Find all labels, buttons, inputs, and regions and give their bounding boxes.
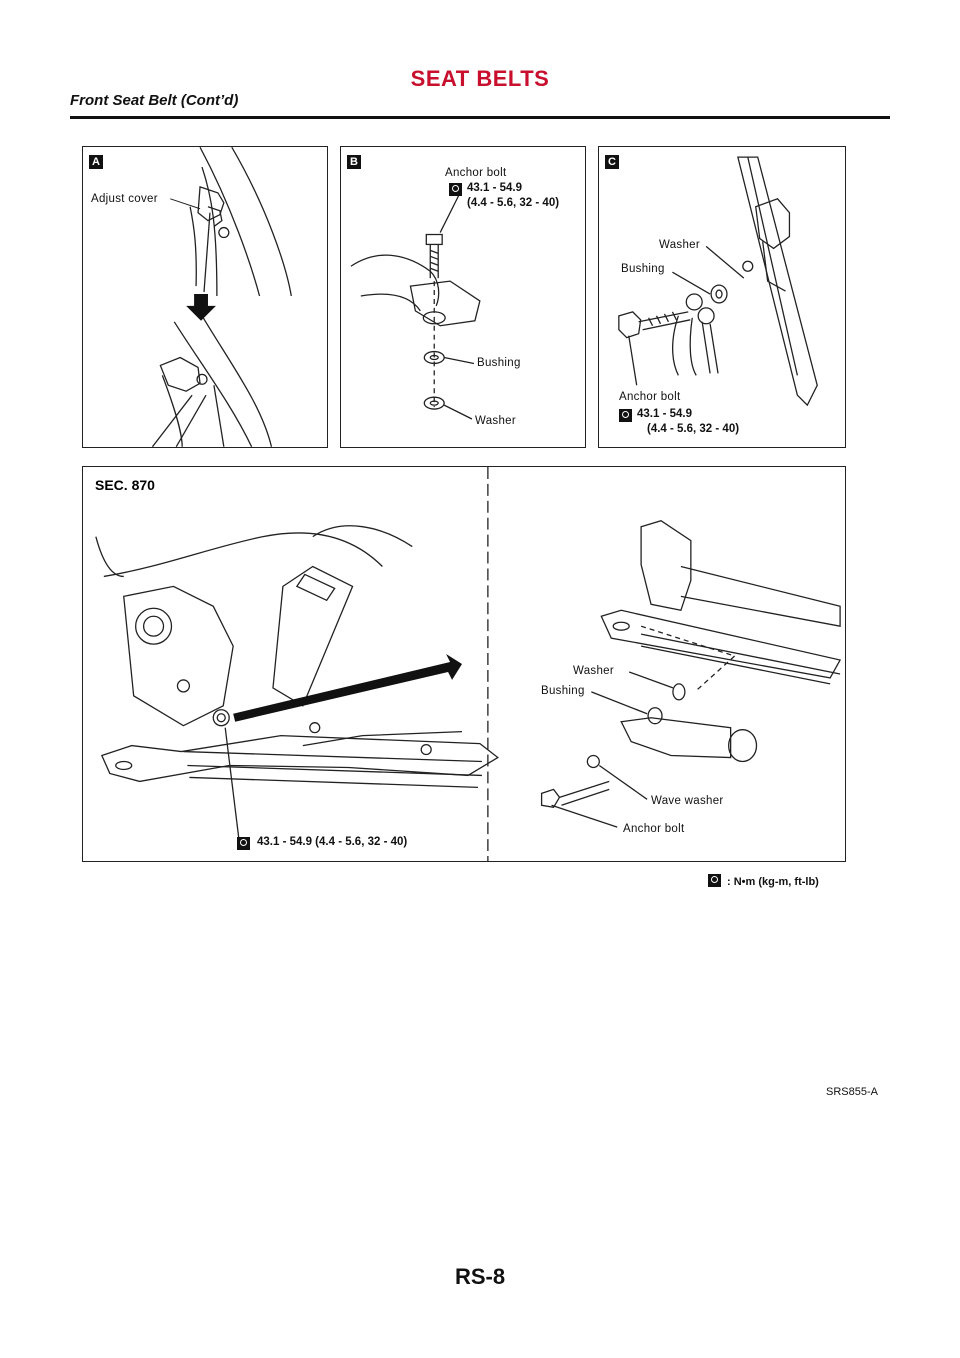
page-title: SEAT BELTS — [410, 66, 550, 91]
torque-wrench-icon — [708, 874, 721, 887]
panel-a-badge: A — [89, 155, 103, 169]
anchor-bolt-label: Anchor bolt — [445, 167, 507, 179]
direction-arrow-icon — [233, 654, 462, 722]
washer-label: Washer — [573, 665, 614, 677]
page-number: RS-8 — [454, 1264, 506, 1289]
torque-spec: 43.1 - 54.9 (4.4 - 5.6, 32 - 40) — [257, 836, 408, 848]
panel-c-badge: C — [605, 155, 619, 169]
wave-washer-label: Wave washer — [651, 795, 724, 807]
bushing-label: Bushing — [477, 357, 521, 369]
adjust-cover-label: Adjust cover — [91, 193, 158, 205]
section-label: SEC. 870 — [95, 477, 155, 493]
panel-c — [598, 146, 846, 448]
panel-a — [82, 146, 328, 448]
torque-wrench-icon — [237, 837, 250, 850]
torque-wrench-icon — [619, 409, 632, 422]
torque-spec: 43.1 - 54.9 (4.4 - 5.6, 32 - 40) — [467, 182, 560, 209]
down-arrow-icon — [186, 294, 216, 321]
torque-spec: 43.1 - 54.9 (4.4 - 5.6, 32 - 40) — [637, 408, 740, 435]
bushing-label: Bushing — [621, 263, 665, 275]
figure-code: SRS855-A — [826, 1086, 878, 1098]
bushing-label: Bushing — [541, 685, 585, 697]
torque-wrench-icon — [449, 183, 462, 196]
panel-a-illustration — [83, 147, 327, 447]
main-panel — [82, 466, 846, 862]
unit-legend: : N•m (kg-m, ft-lb) — [708, 874, 819, 888]
panel-b — [340, 146, 586, 448]
header-rule — [70, 116, 890, 119]
panel-b-badge: B — [347, 155, 361, 169]
washer-label: Washer — [659, 239, 700, 251]
washer-label: Washer — [475, 415, 516, 427]
main-panel-illustration — [83, 467, 845, 861]
page-subtitle: Front Seat Belt (Cont’d) — [70, 92, 239, 109]
anchor-bolt-label: Anchor bolt — [623, 823, 685, 835]
anchor-bolt-label: Anchor bolt — [619, 391, 681, 403]
